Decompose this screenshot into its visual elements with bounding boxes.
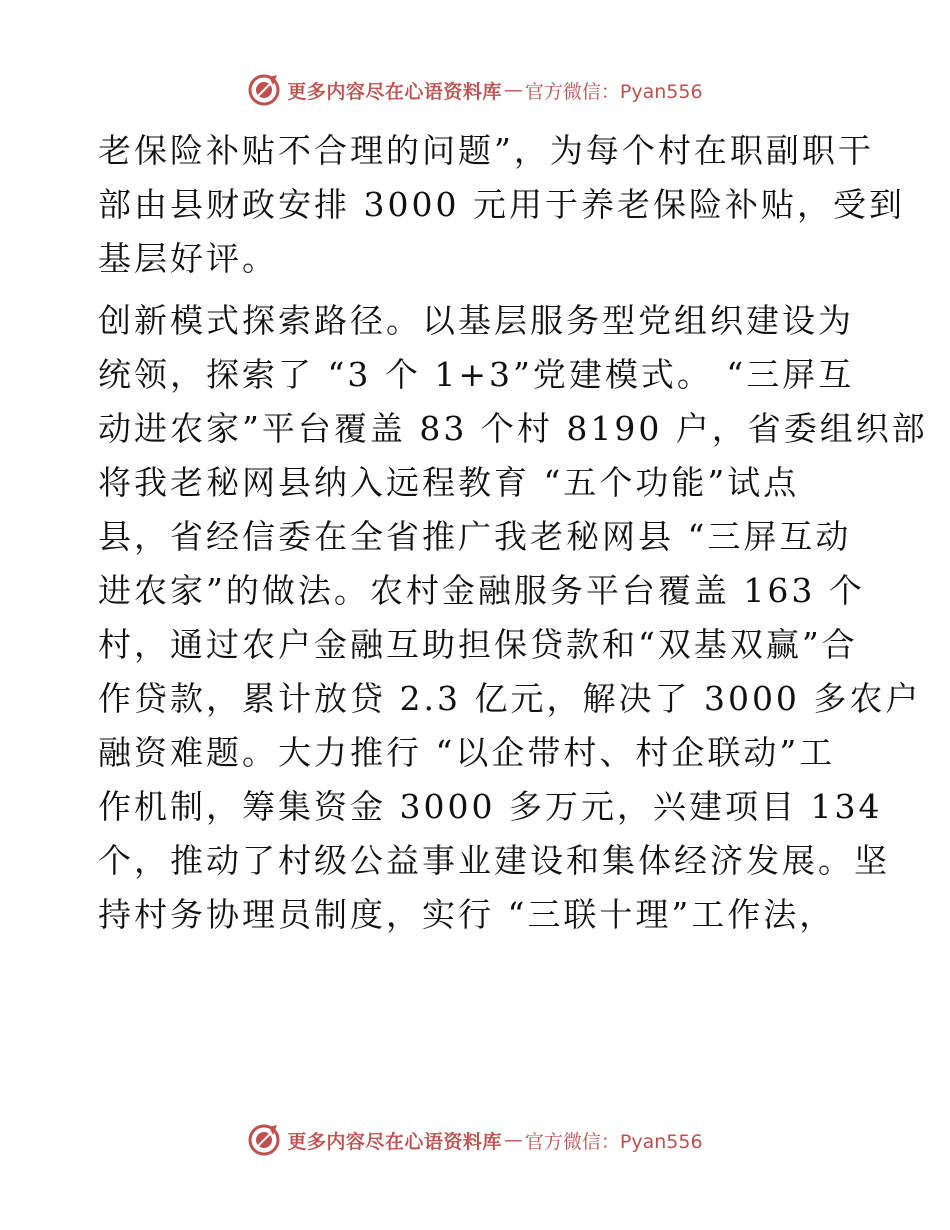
watermark-separator: — [503,79,523,101]
paragraph-1 [98,124,905,286]
text-line: 将我老秘网县纳入远程教育 “五个功能”试点 [98,463,800,502]
text-line: 老保险补贴不合理的问题”，为每个村在职副职干 [98,131,874,170]
document-body [98,124,928,942]
watermark-contact: 官方微信：Pyan556 [524,1130,703,1153]
text-line: 持村务协理员制度，实行 “三联十理”工作法， [98,895,836,934]
watermark-contact: 官方微信：Pyan556 [524,80,703,103]
text-line: 统领，探索了 “3 个 1+3”党建模式。 “三屏互 [98,355,855,394]
header-watermark [0,70,950,110]
text-line: 作贷款，累计放贷 2.3 亿元，解决了 3000 多农户 [98,679,922,718]
footer-watermark [0,1120,950,1160]
watermark-text: 更多内容尽在心语资料库 [287,80,502,103]
text-line: 村，通过农户金融互助担保贷款和“双基双赢”合 [98,625,858,664]
text-line: 融资难题。大力推行 “以企带村、村企联动”工 [98,733,836,772]
text-line: 个，推动了村级公益事业建设和集体经济发展。坚 [98,841,890,880]
text-line: 县，省经信委在全省推广我老秘网县 “三屏互动 [98,517,852,556]
text-line: 部由县财政安排 3000 元用于养老保险补贴，受到 [98,185,905,224]
pen-logo-icon [247,1123,281,1157]
watermark-separator: — [503,1129,523,1151]
watermark-text: 更多内容尽在心语资料库 [287,1130,502,1153]
text-line: 作机制，筹集资金 3000 多万元，兴建项目 134 [98,787,883,826]
pen-logo-icon [247,73,281,107]
text-line: 动进农家”平台覆盖 83 个村 8190 户，省委组织部 [98,409,928,448]
text-line: 基层好评。 [98,239,278,278]
text-line: 进农家”的做法。农村金融服务平台覆盖 163 个 [98,571,865,610]
paragraph-2 [98,294,928,942]
text-line: 创新模式探索路径。以基层服务型党组织建设为 [98,301,854,340]
